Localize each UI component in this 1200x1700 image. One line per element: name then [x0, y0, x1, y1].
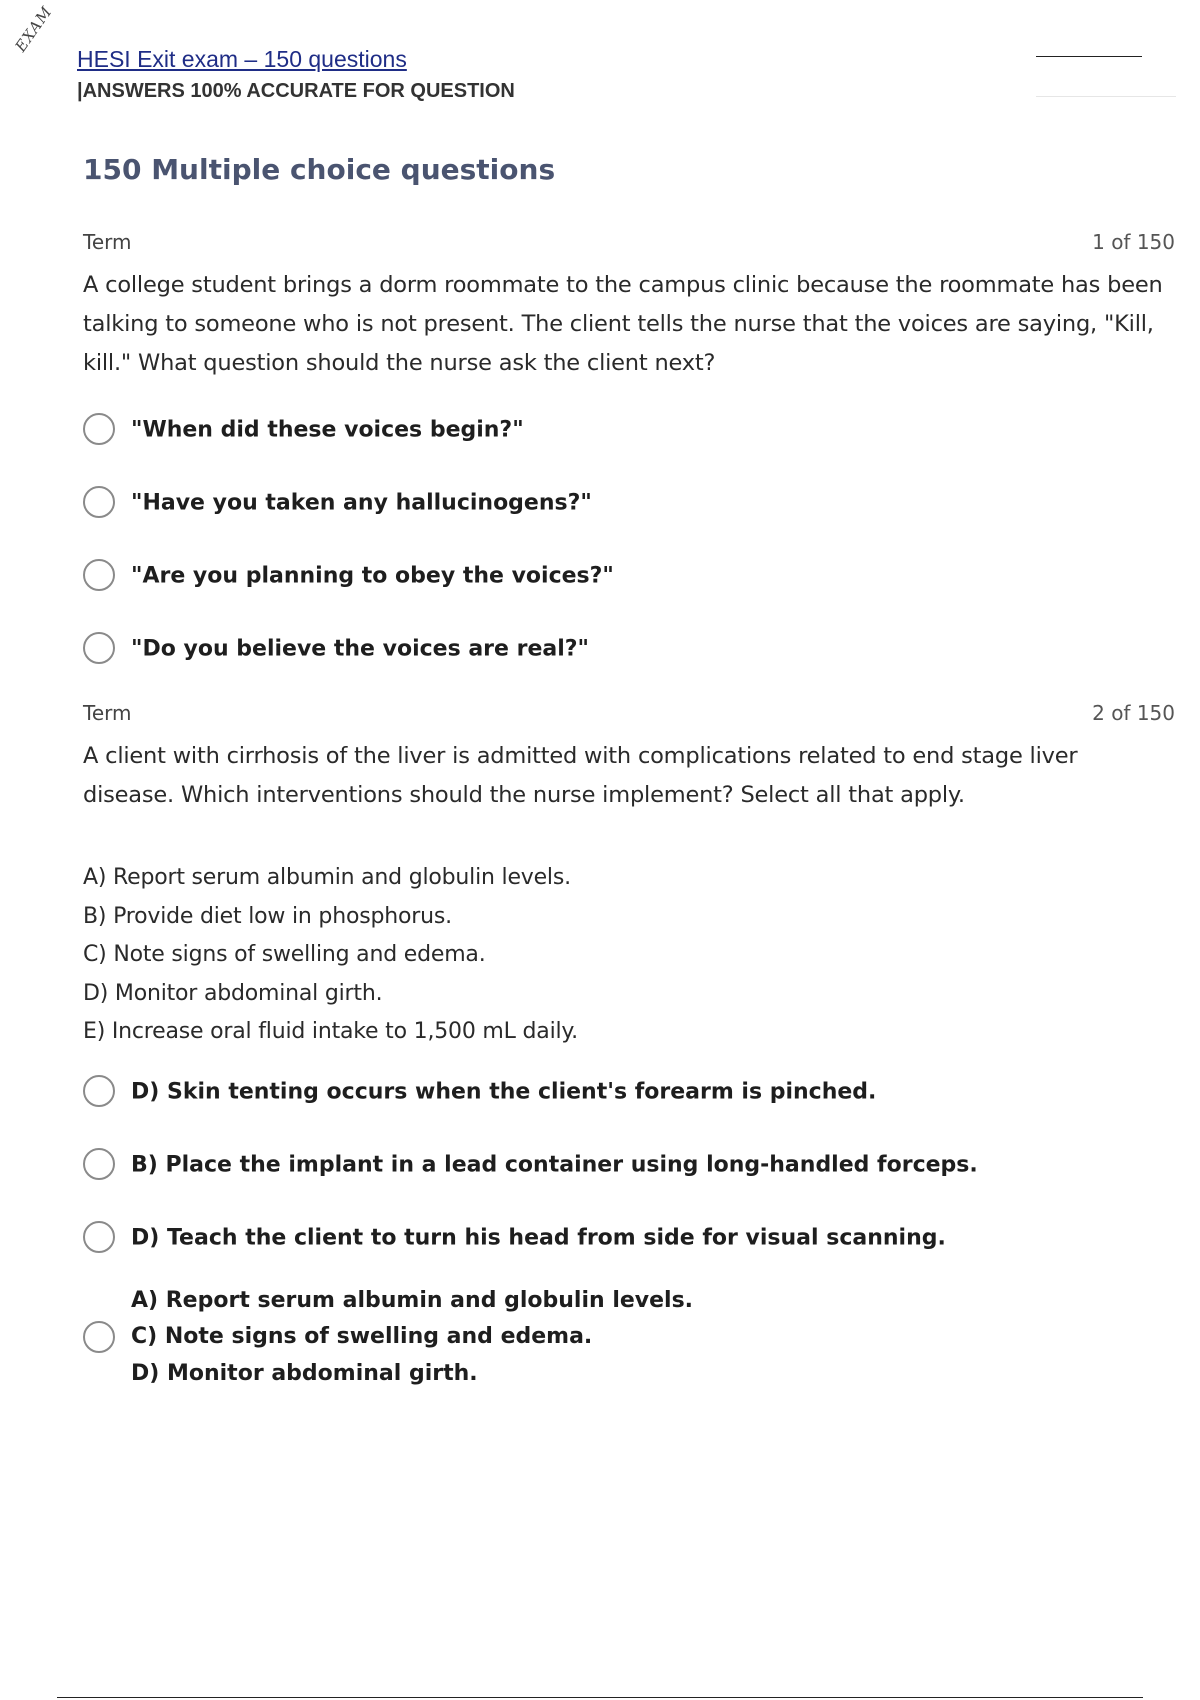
answer-option-line: A) Report serum albumin and globulin levels.: [131, 1287, 694, 1313]
answer-option-label: D) Skin tenting occurs when the client's forearm is pinched.: [131, 1079, 877, 1105]
radio-button[interactable]: [83, 413, 115, 445]
answer-option-label: "Do you believe the voices are real?": [131, 636, 589, 661]
answer-option-4[interactable]: [83, 612, 1175, 685]
answer-option-2[interactable]: [83, 466, 1175, 539]
header-rule-light: [1036, 96, 1176, 97]
question-counter: 2 of 150: [1092, 701, 1175, 725]
answer-option-2[interactable]: [83, 1129, 1175, 1202]
answer-option-label: "Are you planning to obey the voices?": [131, 563, 614, 588]
choice-item: C) Note signs of swelling and edema.: [83, 942, 486, 967]
radio-button[interactable]: [83, 559, 115, 591]
radio-button[interactable]: [83, 1221, 115, 1253]
document-title-link[interactable]: HESI Exit exam – 150 questions: [77, 46, 407, 72]
answer-option-line: C) Note signs of swelling and edema.: [131, 1324, 593, 1349]
radio-button[interactable]: [83, 486, 115, 518]
answer-option-1[interactable]: [83, 393, 1175, 466]
question-card-2: [83, 701, 1175, 1393]
choice-list: [83, 859, 1175, 1052]
choice-item: E) Increase oral fluid intake to 1,500 mL daily.: [83, 1019, 578, 1044]
answer-option-label: "Have you taken any hallucinogens?": [131, 490, 592, 515]
radio-button[interactable]: [83, 1075, 115, 1107]
term-label: Term: [83, 230, 132, 254]
answer-option-line: D) Monitor abdominal girth.: [131, 1360, 478, 1386]
question-counter: 1 of 150: [1092, 230, 1175, 254]
answer-option-label: D) Teach the client to turn his head from side for visual scanning.: [131, 1225, 946, 1251]
answer-option-label: "When did these voices begin?": [131, 417, 524, 442]
exam-watermark: EXAM: [11, 2, 56, 56]
answer-option-1[interactable]: [83, 1056, 1175, 1129]
term-row: [83, 701, 1175, 729]
choice-item: A) Report serum albumin and globulin levels.: [83, 865, 571, 890]
document-subtitle: |ANSWERS 100% ACCURATE FOR QUESTION: [77, 80, 515, 102]
radio-button[interactable]: [83, 1321, 115, 1353]
question-card-1: [83, 230, 1175, 685]
page-heading: 150 Multiple choice questions: [83, 153, 556, 186]
term-row: [83, 230, 1175, 258]
header-rule: [1036, 56, 1142, 57]
answer-option-label: B) Place the implant in a lead container using long-handled forceps.: [131, 1152, 978, 1178]
term-label: Term: [83, 701, 132, 725]
answer-option-label: [131, 1283, 693, 1393]
answer-option-3[interactable]: [83, 1202, 1175, 1275]
choice-item: B) Provide diet low in phosphorus.: [83, 903, 452, 929]
question-text: A client with cirrhosis of the liver is admitted with complications related to end stage liver disease. Which interventions should the nurse implement? Select all that apply.: [83, 743, 1078, 808]
choice-item: D) Monitor abdominal girth.: [83, 980, 383, 1006]
radio-button[interactable]: [83, 632, 115, 664]
answer-option-4[interactable]: [83, 1283, 1175, 1393]
answer-option-3[interactable]: [83, 539, 1175, 612]
radio-button[interactable]: [83, 1148, 115, 1180]
question-text: A college student brings a dorm roommate to the campus clinic because the roommate has been talking to someone who is not present. The client tells the nurse that the voices are saying, "Kill, kill." What question should the nurse ask the client next?: [83, 272, 1163, 376]
footer-rule: [57, 1697, 1143, 1698]
